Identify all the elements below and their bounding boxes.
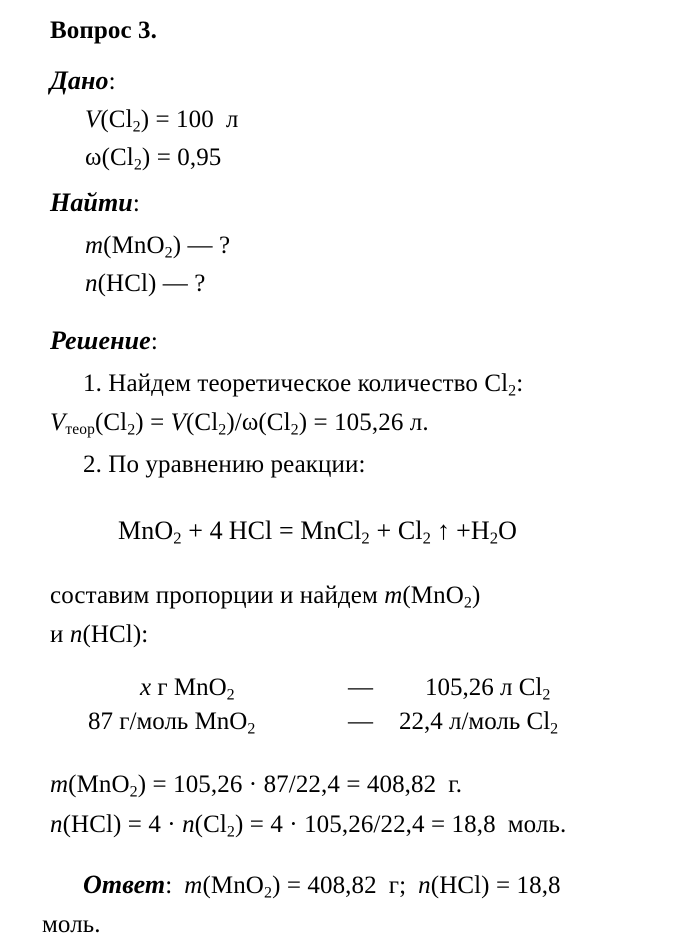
formula-step1-result: ) = 105,26 л. (298, 409, 429, 436)
step1-subscript: 2 (508, 382, 517, 400)
given-heading-label: Дано (50, 66, 109, 95)
proportion-row-1-left-subscript: 2 (226, 686, 235, 704)
find-mass-species: (MnO (103, 232, 165, 259)
answer-line (83, 870, 561, 902)
find-mass-subscript: 2 (164, 244, 173, 262)
given-heading (50, 68, 116, 94)
solution-heading (50, 328, 158, 354)
proportion-intro-line-2 (50, 622, 148, 647)
answer-amount-variable: n (418, 872, 431, 899)
proportion-row-1-right-subscript: 2 (542, 686, 551, 704)
proportion-intro-variable-m: m (384, 582, 403, 609)
page-title: Вопрос 3. (50, 17, 157, 44)
answer-mass-value: ) = 408,82 (272, 872, 377, 899)
result-mass-species: (MnO (68, 771, 130, 798)
answer-amount-value: (HCl) = 18,8 (430, 872, 561, 899)
answer-wrapped-unit: моль. (42, 911, 101, 938)
proportion-row-2-left-label: 87 г/моль MnO (88, 708, 248, 735)
equation-plus-2: + (369, 516, 398, 545)
equation-mncl2-subscript: 2 (361, 528, 370, 548)
given-omega-variable: ω (85, 144, 102, 171)
formula-equals: ) = (135, 409, 171, 436)
given-volume-variable: V (85, 106, 101, 133)
result-amount-expression: ) = 4 · 105,26/22,4 = 18,8 (235, 811, 496, 838)
formula-cl-open-b: (Cl (186, 409, 219, 436)
step2-colon: : (358, 451, 366, 478)
find-heading (50, 190, 140, 216)
formula-v-subscript-theor: теор (65, 421, 95, 439)
equation-plus-1: + 4 (181, 516, 223, 545)
step1-colon: : (516, 370, 524, 397)
given-item-volume (85, 106, 239, 136)
result-mass-variable: m (50, 771, 69, 798)
equation-reactant-hcl: HCl (228, 516, 273, 545)
step1-label: 1. Найдем теоретическое количество Cl (83, 370, 509, 397)
equation-h2o-subscript: 2 (489, 528, 499, 548)
proportion-intro-conjunction: и (50, 621, 70, 648)
proportion-row-2-right-label: 22,4 л/моль Cl (399, 708, 551, 735)
solution-heading-colon: : (150, 328, 158, 355)
result-amount-unit: моль. (507, 811, 567, 838)
find-heading-label: Найти (50, 188, 133, 217)
result-mass-subscript: 2 (129, 783, 138, 801)
proportion-intro-species: (MnO (402, 582, 464, 609)
step2-label: 2. По уравнению реакции (83, 451, 359, 478)
formula-v-variable: V (50, 409, 66, 436)
result-amount-variable: n (50, 811, 63, 838)
solution-step-1-text (83, 370, 524, 400)
answer-mass-subscript: 2 (263, 884, 273, 902)
solution-step-2-text (83, 452, 366, 477)
given-heading-colon: : (108, 68, 116, 95)
equation-product-cl2: Cl (397, 516, 423, 545)
proportion-row-2-dash: — (348, 708, 373, 735)
equation-reactant-mno2: MnO (118, 516, 174, 545)
formula-cl-sub-c: 2 (290, 421, 299, 439)
formula-cl-sub-b: 2 (218, 421, 227, 439)
find-amount-variable: n (85, 270, 98, 297)
given-volume-subscript: 2 (132, 118, 141, 136)
proportion-row-1-right-label: 105,26 л Cl (425, 674, 543, 701)
find-mass-query: ) — ? (172, 232, 231, 259)
result-amount-variable-2: n (182, 811, 195, 838)
proportion-intro-hcl: (HCl): (82, 621, 149, 648)
solution-step-1-formula (50, 410, 429, 438)
equation-mno2-subscript: 2 (173, 528, 182, 548)
formula-divide-omega: )/ω(Cl (226, 409, 291, 436)
proportion-row-2-right (399, 708, 558, 736)
equation-product-mncl2: MnCl (300, 516, 362, 545)
result-amount-subscript: 2 (226, 823, 236, 841)
find-heading-colon: : (132, 190, 140, 217)
find-item-mass (85, 232, 231, 262)
find-item-amount (85, 271, 205, 296)
formula-cl-sub-a: 2 (127, 421, 136, 439)
chemical-equation (118, 516, 518, 548)
proportion-intro-variable-n: n (69, 621, 83, 648)
result-amount-species: (HCl) = 4 · (62, 811, 183, 838)
proportion-unknown-x: x (140, 674, 152, 701)
result-line-amount (50, 811, 567, 841)
given-item-massfraction (85, 144, 222, 174)
proportion-row-2-left-subscript: 2 (247, 720, 256, 738)
answer-heading-label: Ответ (83, 870, 166, 899)
answer-mass-variable: m (184, 872, 203, 899)
proportion-intro-text: составим пропорции и найдем (50, 582, 385, 609)
given-volume-species: (Cl (100, 106, 133, 133)
proportion-row-1-right (425, 674, 550, 702)
proportion-intro-close: ) (472, 582, 481, 609)
proportion-row-2-left (88, 708, 255, 736)
gas-evolution-arrow-icon: ↑ (437, 516, 451, 545)
given-volume-unit: л (225, 106, 239, 133)
given-volume-value: ) = 100 (140, 106, 214, 133)
proportion-row-1-left-label: г MnO (151, 674, 227, 701)
answer-mass-unit: г; (388, 872, 407, 899)
proportion-intro-subscript: 2 (463, 594, 472, 612)
given-omega-value: ) = 0,95 (141, 144, 222, 171)
find-mass-variable: m (85, 232, 104, 259)
answer-mass-species: (MnO (202, 872, 264, 899)
proportion-intro-line-1 (50, 582, 481, 612)
given-omega-subscript: 2 (133, 156, 142, 174)
result-mass-expression: ) = 105,26 · 87/22,4 = 408,82 (137, 771, 437, 798)
equation-plus-3: +H (456, 516, 490, 545)
given-omega-species: (Cl (101, 144, 134, 171)
proportion-row-2-right-subscript: 2 (550, 720, 559, 738)
solution-heading-label: Решение (50, 326, 151, 355)
equation-equals-sign: = (272, 516, 301, 545)
answer-heading-colon: : (165, 872, 173, 899)
proportion-row-1-dash: — (348, 674, 373, 701)
formula-v-variable-b: V (170, 409, 186, 436)
find-amount-species: (HCl) — ? (97, 270, 206, 297)
result-line-mass (50, 771, 463, 801)
formula-cl-open-a: (Cl (94, 409, 128, 436)
result-amount-species-2: (Cl (194, 811, 227, 838)
equation-cl2-subscript: 2 (422, 528, 431, 548)
equation-product-oxygen: O (498, 516, 518, 545)
proportion-row-1-left (140, 674, 235, 702)
result-mass-unit: г. (448, 771, 463, 798)
